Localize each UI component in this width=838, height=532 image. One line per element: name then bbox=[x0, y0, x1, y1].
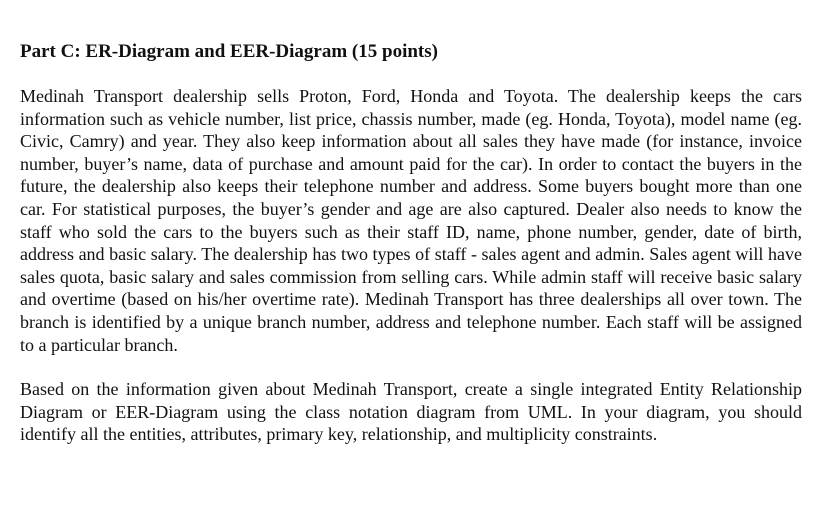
section-heading: Part C: ER-Diagram and EER-Diagram (15 points) bbox=[20, 41, 438, 62]
case-description-paragraph: Medinah Transport dealership sells Proton, Ford, Honda and Toyota. The dealership keeps the cars information such as vehicle number, list price, chassis number, made (eg. Honda, Toyota), model name (eg. Civic, Camry) and year. They also keep information about all sales they have made (for instance, invoice number, buyer’s name, data of purchase and amount paid for the car). In order to contact the buyers in the future, the dealership also keeps their telephone number and address. Some buyers bought more than one car. For statistical purposes, the buyer’s gender and age are also captured. Dealer also needs to know the staff who sold the cars to the buyers such as their staff ID, name, phone number, gender, date of birth, address and basic salary. The dealership has two types of staff - sales agent and admin. Sales agent will have sales quota, basic salary and sales commission from selling cars. While admin staff will receive basic salary and overtime (based on his/her overtime rate). Medinah Transport has three dealerships all over town. The branch is identified by a unique branch number, address and telephone number. Each staff will be assigned to a particular branch. bbox=[20, 86, 802, 355]
task-instruction-paragraph: Based on the information given about Medinah Transport, create a single integrated Entity Relationship Diagram or EER-Diagram using the class notation diagram from UML. In your diagram, you should identify all the entities, attributes, primary key, relationship, and multiplicity constraints. bbox=[20, 379, 802, 445]
document-page bbox=[20, 40, 802, 446]
